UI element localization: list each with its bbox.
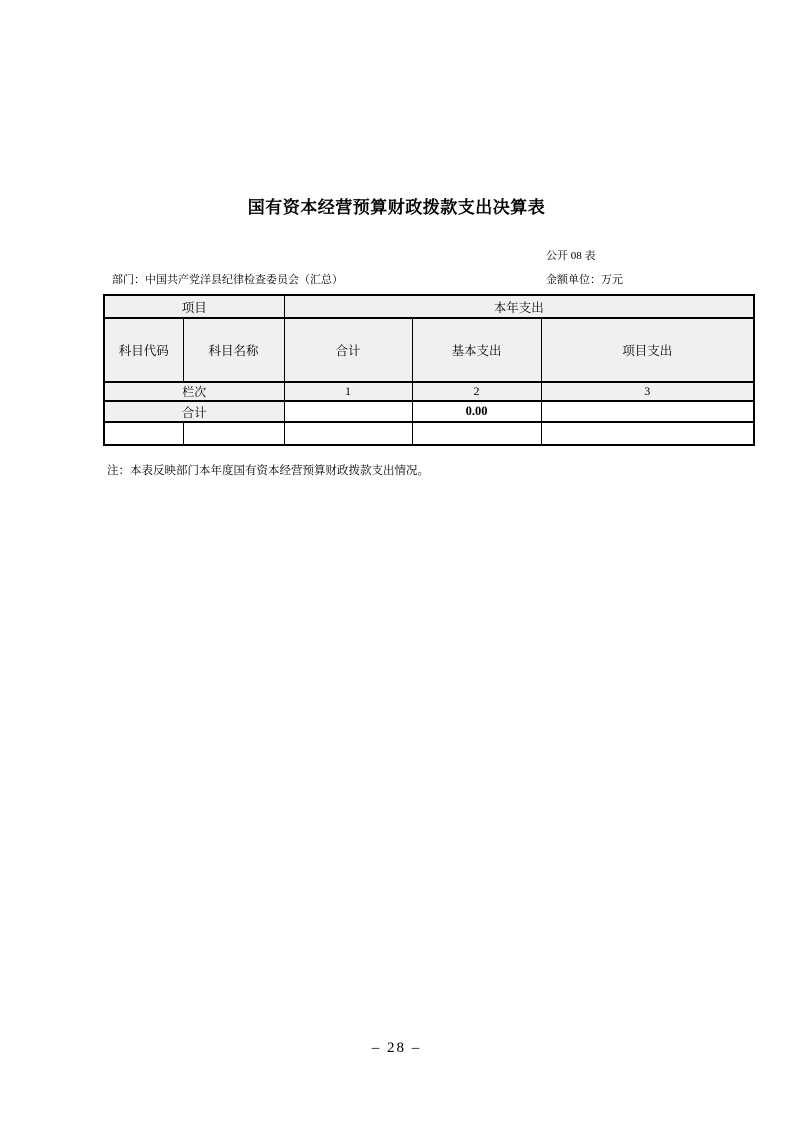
- empty-row-total-cell: [284, 422, 412, 445]
- empty-row-project-cell: [541, 422, 754, 445]
- empty-row-code-cell: [104, 422, 183, 445]
- total-row-project-value: [541, 401, 754, 422]
- header-group-current-year-expenditure: 本年支出: [284, 295, 754, 318]
- column-index-2: 2: [412, 382, 541, 401]
- total-row-total-value: [284, 401, 412, 422]
- column-index-label: 栏次: [104, 382, 284, 401]
- column-index-3: 3: [541, 382, 754, 401]
- column-index-row: [104, 382, 754, 401]
- page-title: 国有资本经营预算财政拨款支出决算表: [247, 198, 546, 217]
- col-header-project-expenditure: 项目支出: [541, 318, 754, 382]
- col-header-basic-expenditure: 基本支出: [412, 318, 541, 382]
- total-row-label: 合计: [104, 401, 284, 422]
- expenditure-table: [103, 294, 755, 446]
- form-code-label: 公开 08 表: [546, 250, 596, 262]
- col-header-total: 合计: [284, 318, 412, 382]
- table-row: [104, 318, 754, 382]
- col-header-subject-name: 科目名称: [183, 318, 284, 382]
- total-row: [104, 401, 754, 422]
- table-footnote: 注：本表反映部门本年度国有资本经营预算财政拨款支出情况。: [107, 465, 429, 477]
- amount-unit-label: 金额单位：万元: [546, 274, 623, 286]
- header-group-item: 项目: [104, 295, 284, 318]
- empty-data-row: [104, 422, 754, 445]
- empty-row-basic-cell: [412, 422, 541, 445]
- empty-row-name-cell: [183, 422, 284, 445]
- total-row-basic-value: 0.00: [412, 401, 541, 422]
- table-row: [104, 295, 754, 318]
- page-number: – 28 –: [371, 1040, 422, 1056]
- department-line: 部门：中国共产党洋县纪律检查委员会（汇总）: [112, 274, 343, 286]
- column-index-1: 1: [284, 382, 412, 401]
- col-header-subject-code: 科目代码: [104, 318, 183, 382]
